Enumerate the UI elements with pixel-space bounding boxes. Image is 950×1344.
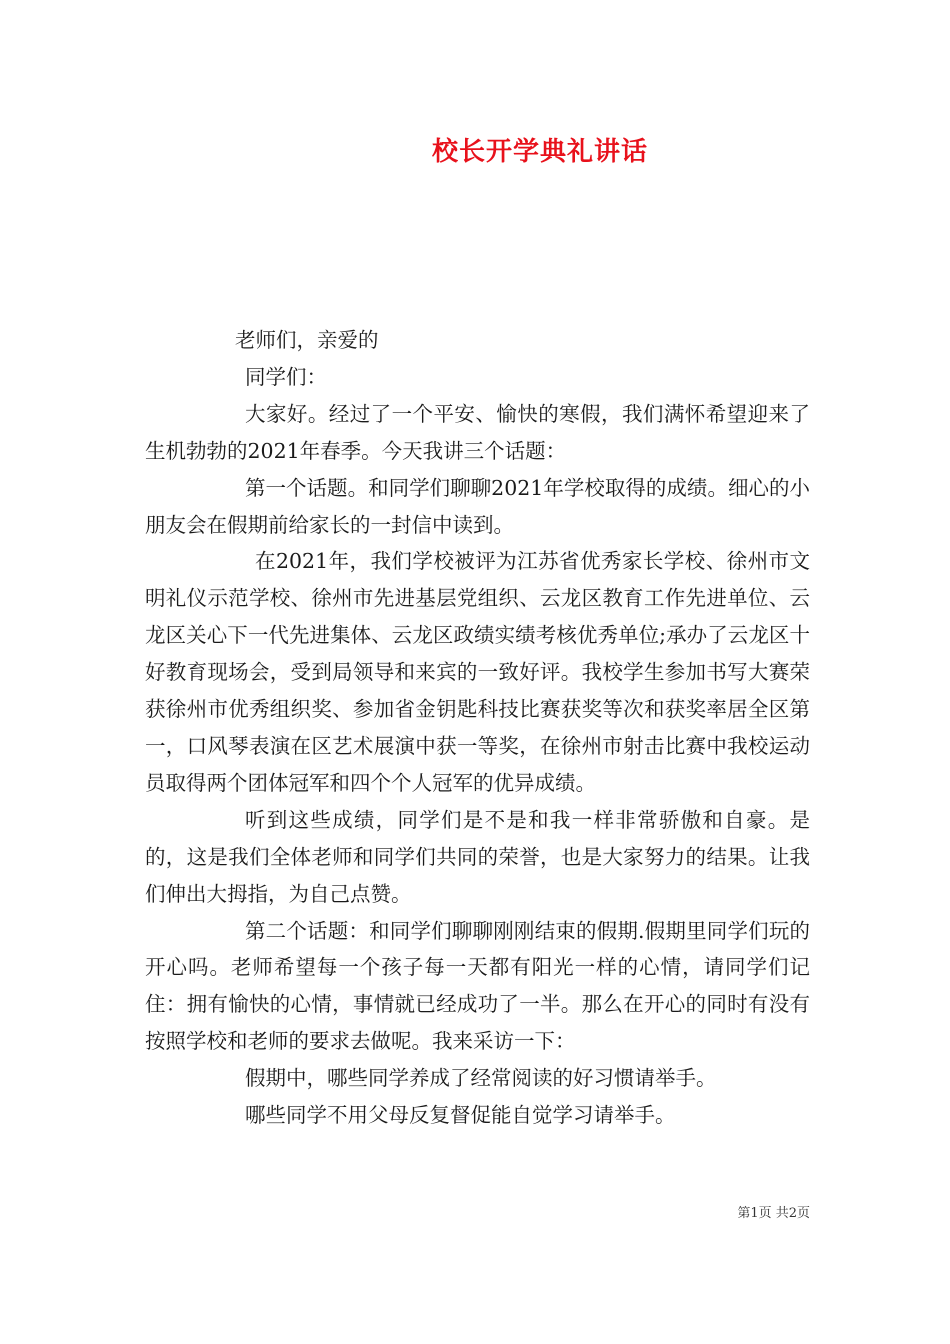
paragraph-pride: 听到这些成绩，同学们是不是和我一样非常骄傲和自豪。是的，这是我们全体老师和同学们共同的荣誉，也是大家努力的结果。让我们伸出大拇指，为自己点赞。 xyxy=(145,807,810,906)
page-title: 校长开学典礼讲话 xyxy=(431,137,648,167)
paragraph-topic-1: 第一个话题。和同学们聊聊2021年学校取得的成绩。细心的小朋友会在假期前给家长的一封信中读到。 xyxy=(145,475,810,537)
page-number: 第1页 共2页 xyxy=(737,1206,810,1221)
document-body xyxy=(145,322,810,1134)
greeting-line-2: 同学们： xyxy=(245,364,327,389)
paragraph-achievements: 在2021年，我们学校被评为江苏省优秀家长学校、徐州市文明礼仪示范学校、徐州市先进基层党组织、云龙区教育工作先进单位、云龙区关心下一代先进集体、云龙区政绩实绩考核优秀单位;承办了云龙区十好教育现场会，受到局领导和来宾的一致好评。我校学生参加书写大赛荣获徐州市优秀组织奖、参加省金钥匙科技比赛获奖等次和获奖率居全区第一，口风琴表演在区艺术展演中获一等奖，在徐州市射击比赛中我校运动员取得两个团体冠军和四个个人冠军的优异成绩。 xyxy=(145,549,810,795)
question-line-reading: 假期中，哪些同学养成了经常阅读的好习惯请举手。 xyxy=(245,1066,717,1091)
question-line-self-study: 哪些同学不用父母反复督促能自觉学习请举手。 xyxy=(245,1103,676,1128)
paragraph-topic-2: 第二个话题：和同学们聊聊刚刚结束的假期.假期里同学们玩的开心吗。老师希望每一个孩子每一天都有阳光一样的心情，请同学们记住：拥有愉快的心情，事情就已经成功了一半。那么在开心的同时有没有按照学校和老师的要求去做呢。我来采访一下： xyxy=(145,918,810,1054)
paragraph-intro: 大家好。经过了一个平安、愉快的寒假，我们满怀希望迎来了生机勃勃的2021年春季。今天我讲三个话题： xyxy=(145,401,810,463)
greeting-line-1: 老师们，亲爱的 xyxy=(235,328,379,352)
